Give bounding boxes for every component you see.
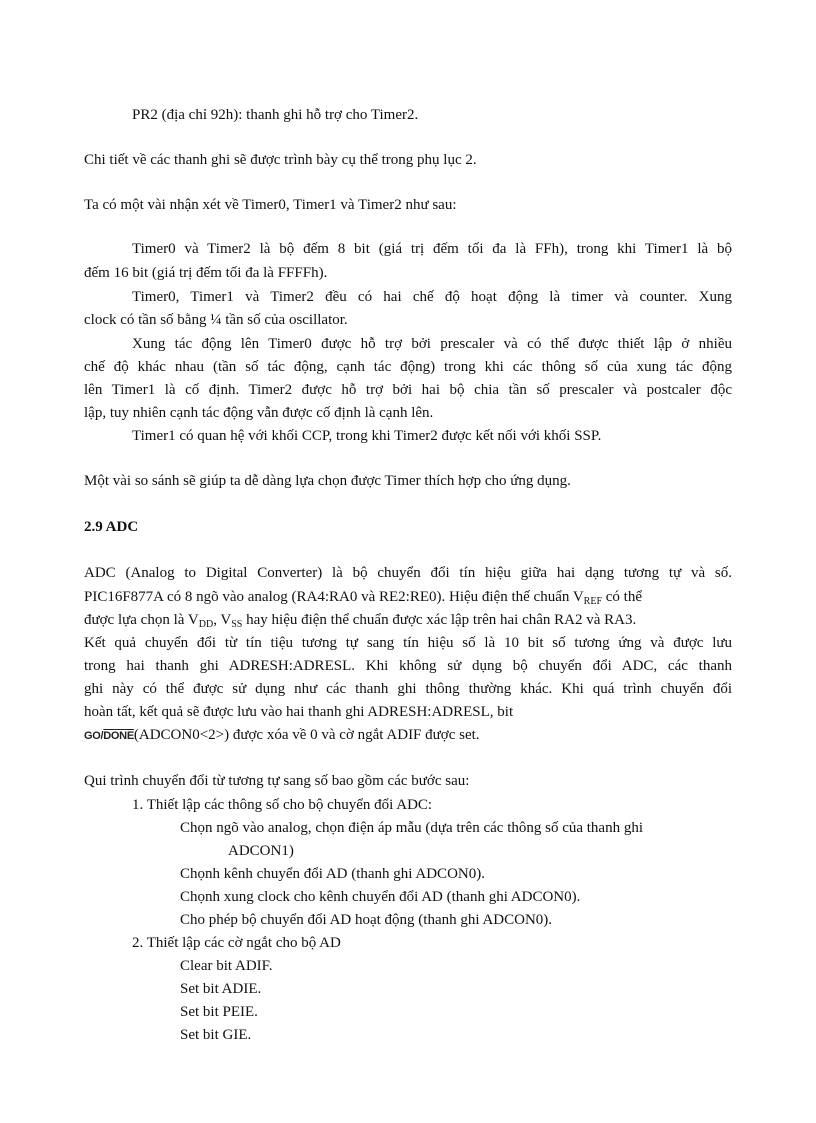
done-text: DONE xyxy=(103,730,134,742)
remark-3-line-1: Xung tác động lên Timer0 được hỗ trợ bởi prescaler và có thể được thiết lập ở nhiều xyxy=(132,336,732,352)
step-1a: Chọn ngõ vào analog, chọn điện áp mẫu (dựa trên các thông số của thanh ghi xyxy=(180,820,644,836)
adc-line-1: ADC (Analog to Digital Converter) là bộ chuyển đổi tín hiệu giữa hai dạng tương tự và số. xyxy=(84,565,732,581)
step-2c: Set bit PEIE. xyxy=(180,1004,258,1020)
remark-1-line-1: Timer0 và Timer2 là bộ đếm 8 bit (giá trị đếm tối đa là FFh), trong khi Timer1 là bộ xyxy=(132,241,732,257)
adc-line-4: Kết quả chuyển đổi từ tín tiệu tương tự sang tín hiệu số là 10 bit số tương ứng và được lưu xyxy=(84,635,732,651)
step-2d: Set bit GIE. xyxy=(180,1027,252,1043)
remark-3-line-3: lên Timer1 là cố định. Timer2 được hỗ trợ bởi hai bộ chia tần số prescaler và postcaler độc xyxy=(84,382,732,398)
go-done-bit-label xyxy=(84,730,134,742)
adc-line-2-end: có thể xyxy=(602,589,642,605)
step-1d: Cho phép bộ chuyển đổi AD hoạt động (thanh ghi ADCON0). xyxy=(180,912,553,928)
vref-subscript: REF xyxy=(583,596,603,607)
step-1c: Chọnh xung clock cho kênh chuyển đổi AD (thanh ghi ADCON0). xyxy=(180,889,581,905)
adc-line-2 xyxy=(84,588,732,606)
vdd-subscript: DD xyxy=(198,619,214,630)
adc-line-3 xyxy=(84,611,732,629)
adc-line-8-text: (ADCON0<2>) được xóa về 0 và cờ ngắt ADIF được set. xyxy=(133,727,480,743)
pr2-line: PR2 (địa chỉ 92h): thanh ghi hỗ trợ cho Timer2. xyxy=(132,107,419,123)
step-1: 1. Thiết lập các thông số cho bộ chuyển đổi ADC: xyxy=(132,797,433,813)
procedure-intro: Qui trình chuyển đổi từ tương tự sang số bao gồm các bước sau: xyxy=(84,773,470,789)
step-1b: Chọnh kênh chuyển đổi AD (thanh ghi ADCON0). xyxy=(180,866,485,882)
remark-2-line-2: clock có tần số bằng ¼ tần số của oscillator. xyxy=(84,312,348,328)
comparison-line: Một vài so sánh sẽ giúp ta dễ dàng lựa chọn được Timer thích hợp cho ứng dụng. xyxy=(84,473,571,489)
adc-line-7: hoàn tất, kết quả sẽ được lưu vào hai thanh ghi ADRESH:ADRESL, bit xyxy=(84,704,514,720)
go-text: GO/ xyxy=(84,730,104,742)
adc-line-3-mid: , V xyxy=(213,612,232,628)
step-2b: Set bit ADIE. xyxy=(180,981,262,997)
details-line: Chi tiết về các thanh ghi sẽ được trình bày cụ thể trong phụ lục 2. xyxy=(84,152,477,168)
remark-4: Timer1 có quan hệ với khối CCP, trong khi Timer2 được kết nối với khối SSP. xyxy=(132,428,602,444)
adc-line-6: ghi này có thể được sử dụng như các thanh ghi thông thường khác. Khi quá trình chuyển đổi xyxy=(84,681,732,697)
adc-line-3-end: hay hiệu điện thể chuẩn được xác lập trên hai chân RA2 và RA3. xyxy=(242,612,637,628)
remark-3-line-4: lập, tuy nhiên cạnh tác động vẫn được cố định là cạnh lên. xyxy=(84,405,434,421)
adc-line-5: trong hai thanh ghi ADRESH:ADRESL. Khi không sử dụng bộ chuyển đổi ADC, các thanh xyxy=(84,658,732,674)
adc-line-3-text: được lựa chọn là V xyxy=(84,612,199,628)
step-1a-cont: ADCON1) xyxy=(228,843,294,859)
adc-line-2-text: PIC16F877A có 8 ngõ vào analog (RA4:RA0 và RE2:RE0). Hiệu điện thế chuẩn V xyxy=(84,589,584,605)
section-heading: 2.9 ADC xyxy=(84,519,139,535)
remark-2-line-1: Timer0, Timer1 và Timer2 đều có hai chế độ hoạt động là timer và counter. Xung xyxy=(132,289,732,305)
vss-subscript: SS xyxy=(231,619,243,630)
adc-line-8 xyxy=(84,726,480,745)
step-2a: Clear bit ADIF. xyxy=(180,958,273,974)
step-2: 2. Thiết lập các cờ ngắt cho bộ AD xyxy=(132,935,341,951)
remark-3-line-2: chế độ khác nhau (tần số tác động, cạnh tác động) trong khi các thông số của xung tác động xyxy=(84,359,732,375)
remarks-intro: Ta có một vài nhận xét về Timer0, Timer1 và Timer2 như sau: xyxy=(84,197,457,213)
remark-1-line-2: đếm 16 bit (giá trị đếm tối đa là FFFFh). xyxy=(84,265,328,281)
